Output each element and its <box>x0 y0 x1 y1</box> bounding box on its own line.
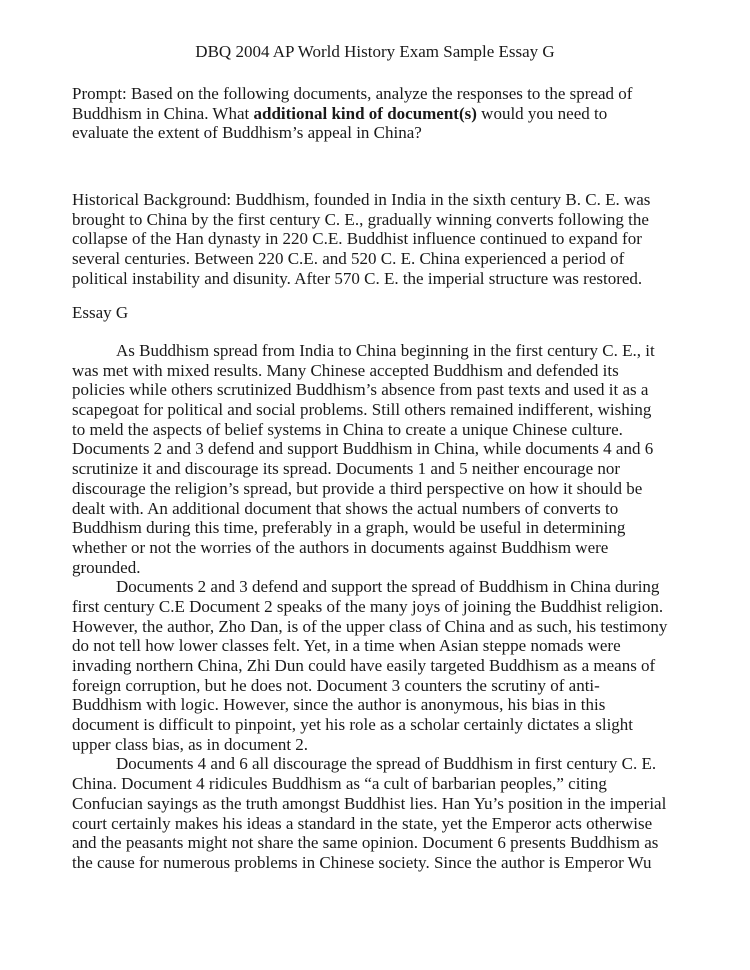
prompt-text: would you need to <box>476 103 608 123</box>
paragraph-line: policies while others scrutinized Buddhism’s absence from past texts and used it as a <box>72 380 649 400</box>
prompt-text: Buddhism in China. What <box>72 103 254 123</box>
paragraph-line: discourage the religion’s spread, but provide a third perspective on how it should be <box>72 478 643 498</box>
paragraph-line: upper class bias, as in document 2. <box>72 734 309 754</box>
paragraph-line: Documents 2 and 3 defend and support the spread of Buddhism in China during <box>116 577 660 597</box>
paragraph-line: However, the author, Zho Dan, is of the upper class of China and as such, his testimony <box>72 616 668 636</box>
historical-background-section <box>72 190 692 288</box>
paragraph-line: grounded. <box>72 557 141 577</box>
background-line: brought to China by the first century C. E., gradually winning converts following the <box>72 209 649 229</box>
paragraph-line: document is difficult to pinpoint, yet his role as a scholar certainly dictates a slight <box>72 715 634 735</box>
paragraph-line: foreign corruption, but he does not. Document 3 counters the scrutiny of anti- <box>72 675 600 695</box>
document-title: DBQ 2004 AP World History Exam Sample Essay G <box>195 42 555 61</box>
paragraph-line: Buddhism with logic. However, since the author is anonymous, his bias in this <box>72 695 606 715</box>
background-line: Historical Background: Buddhism, founded in India in the sixth century B. C. E. was <box>72 190 651 209</box>
essay-paragraph <box>72 577 692 754</box>
paragraph-line: was met with mixed results. Many Chinese accepted Buddhism and defended its <box>72 360 619 380</box>
background-line: several centuries. Between 220 C.E. and 520 C. E. China experienced a period of <box>72 249 625 269</box>
background-line: collapse of the Han dynasty in 220 C.E. Buddhist influence continued to expand for <box>72 229 642 249</box>
paragraph-line: first century C.E Document 2 speaks of the many joys of joining the Buddhist religion. <box>72 596 664 616</box>
background-line: political instability and disunity. After 570 C. E. the imperial structure was restored. <box>72 268 643 288</box>
essay-paragraph <box>72 341 692 577</box>
prompt-emphasis: additional kind of document(s) <box>253 103 477 123</box>
prompt-line <box>72 104 692 124</box>
paragraph-line: Buddhism during this time, preferably in a graph, would be useful in determining <box>72 518 626 538</box>
essay-heading: Essay G <box>72 303 129 322</box>
paragraph-line: Documents 2 and 3 defend and support Buddhism in China, while documents 4 and 6 <box>72 439 654 459</box>
essay-paragraph <box>72 754 692 872</box>
prompt-line: evaluate the extent of Buddhism’s appeal in China? <box>72 123 422 143</box>
paragraph-line: Confucian sayings as the truth amongst Buddhist lies. Han Yu’s position in the imperial <box>72 793 667 813</box>
paragraph-line: the cause for numerous problems in Chinese society. Since the author is Emperor Wu <box>72 852 652 872</box>
paragraph-line: dealt with. An additional document that shows the actual numbers of converts to <box>72 498 619 518</box>
essay-body <box>72 341 692 873</box>
paragraph-line: China. Document 4 ridicules Buddhism as “a cult of barbarian peoples,” citing <box>72 774 607 794</box>
paragraph-line: scapegoat for political and social problems. Still others remained indifferent, wishing <box>72 400 652 420</box>
paragraph-line: invading northern China, Zhi Dun could have easily targeted Buddhism as a means of <box>72 656 656 675</box>
paragraph-line: As Buddhism spread from India to China beginning in the first century C. E., it <box>116 341 655 360</box>
paragraph-line: to meld the aspects of belief systems in China to create a unique Chinese culture. <box>72 419 623 439</box>
paragraph-line: do not tell how lower classes felt. Yet, in a time when Asian steppe nomads were <box>72 636 621 656</box>
paragraph-line: court certainly makes his ideas a standard in the state, yet the Emperor acts otherwise <box>72 813 653 833</box>
paragraph-line: and the peasants might not share the same opinion. Document 6 presents Buddhism as <box>72 833 659 853</box>
prompt-section <box>72 84 692 143</box>
paragraph-line: scrutinize it and discourage its spread. Documents 1 and 5 neither encourage nor <box>72 459 621 479</box>
paragraph-line: whether or not the worries of the authors in documents against Buddhism were <box>72 537 609 557</box>
prompt-line: Prompt: Based on the following documents, analyze the responses to the spread of <box>72 84 633 103</box>
paragraph-line: Documents 4 and 6 all discourage the spread of Buddhism in first century C. E. <box>116 754 657 774</box>
